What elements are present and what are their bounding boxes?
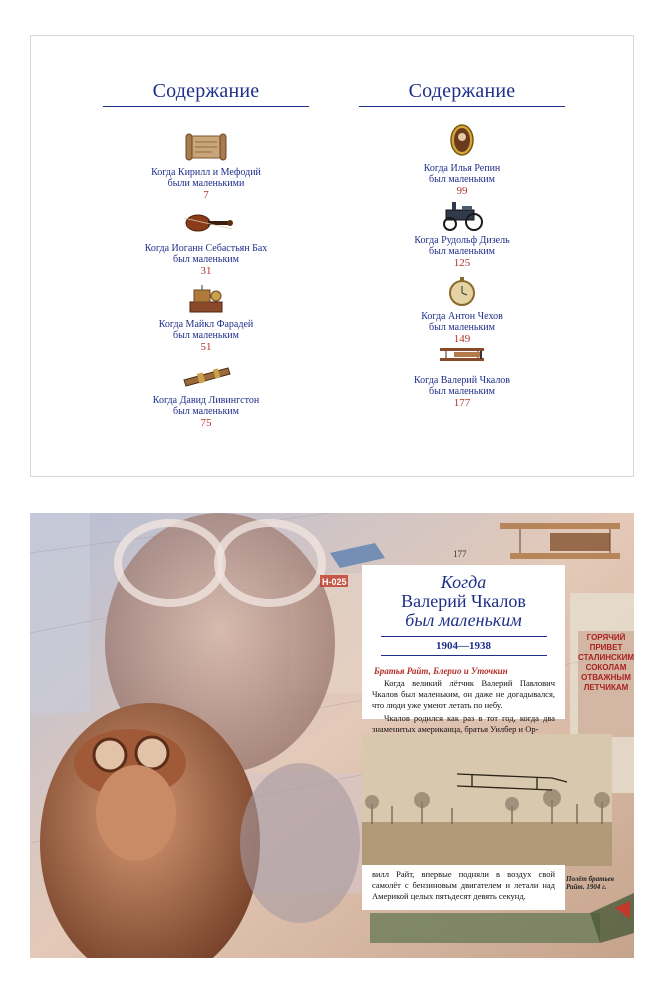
chapter-title-line: Когда: [440, 572, 487, 592]
toc-entry-title: Когда Иоганн Себастьян Бах: [144, 243, 268, 254]
toc-page-number: 99: [456, 185, 468, 197]
toc-entry-subtitle: был маленьким: [173, 330, 239, 341]
contents-column-right: [359, 78, 565, 409]
chapter-text-block: [362, 865, 565, 910]
toc-entry-subtitle: был маленьким: [429, 246, 495, 257]
toc-page-number: 149: [453, 333, 471, 345]
toc-page-number: 7: [203, 189, 209, 201]
toc-entry[interactable]: [103, 358, 309, 429]
chapter-title: [362, 573, 565, 630]
toc-page-number: 75: [200, 417, 212, 429]
toc-entry-subtitle: был маленьким: [173, 254, 239, 265]
biplane-icon: [432, 338, 492, 372]
toc-page-number: 31: [200, 265, 212, 277]
toc-entry-title: Когда Давид Ливингстон: [152, 395, 260, 406]
contents-page: [30, 35, 634, 477]
paragraph: Чкалов родился как раз в тот год, когда два знаменитых американца, братья Уилбер и Ор-: [372, 713, 555, 734]
paragraph: Когда великий лётчик Валерий Павлович Чкалов был маленьким, он даже не догадывался, что люди уже умеют летать по небу.: [372, 678, 555, 710]
toc-entry-title: Когда Антон Чехов: [421, 311, 503, 322]
toc-entry[interactable]: [359, 274, 565, 345]
contents-heading: Содержание: [359, 78, 565, 107]
spyglass-icon: [176, 358, 236, 392]
contents-column-left: [103, 78, 309, 429]
pocket-watch-icon: [432, 274, 492, 308]
violin-icon: [176, 206, 236, 240]
toc-entry-subtitle: был маленьким: [429, 322, 495, 333]
toc-page-number: 125: [453, 257, 471, 269]
poster-text: ГОРЯЧИЙ ПРИВЕТ СТАЛИНСКИМ СОКОЛАМ ОТВАЖНЫМ ЛЕТЧИКАМ: [578, 633, 634, 692]
toc-entry-subtitle: был маленьким: [429, 174, 495, 185]
toc-entry[interactable]: [103, 206, 309, 277]
chapter-dates: 1904—1938: [436, 640, 491, 652]
toc-entry[interactable]: [103, 130, 309, 201]
toc-entry-subtitle: был маленьким: [429, 386, 495, 397]
chapter-title-line: был маленьким: [405, 610, 522, 630]
toc-entry-title: Когда Рудольф Дизель: [414, 235, 510, 246]
toc-entry-title: Когда Валерий Чкалов: [413, 375, 511, 386]
section-heading: Братья Райт, Блерио и Уточкин: [374, 666, 508, 676]
toc-page-number: 51: [200, 341, 212, 353]
contents-heading: Содержание: [103, 78, 309, 107]
toc-entry-title: Когда Илья Репин: [423, 163, 501, 174]
toc-entry[interactable]: [103, 282, 309, 353]
portrait-icon: [432, 120, 492, 160]
toc-page-number: 177: [453, 397, 471, 409]
photo-caption: Полёт братьев Райт. 1904 г.: [566, 875, 615, 891]
toc-entry-subtitle: были маленькими: [167, 178, 245, 189]
electric-device-icon: [176, 282, 236, 316]
steam-engine-icon: [432, 198, 492, 232]
chapter-title-card: [362, 565, 565, 734]
toc-entry[interactable]: [359, 120, 565, 197]
plane-marking: H-025: [322, 577, 347, 587]
chapter-title-line: Валерий Чкалов: [401, 591, 526, 611]
toc-entry-subtitle: был маленьким: [173, 406, 239, 417]
toc-entry[interactable]: [359, 338, 565, 409]
toc-entry[interactable]: [359, 198, 565, 269]
chapter-spread: [30, 513, 634, 958]
scroll-icon: [176, 130, 236, 164]
chapter-page-number: 177: [453, 549, 467, 559]
paragraph: вилл Райт, впервые подняли в воздух свой самолёт с бензиновым двигателем и летали над Америкой целых пятьдесят девять секунд.: [372, 869, 555, 901]
wright-flight-photo: [362, 734, 612, 866]
divider: [381, 636, 547, 637]
toc-entry-title: Когда Майкл Фарадей: [158, 319, 254, 330]
toc-entry-title: Когда Кирилл и Мефодий: [151, 167, 261, 178]
